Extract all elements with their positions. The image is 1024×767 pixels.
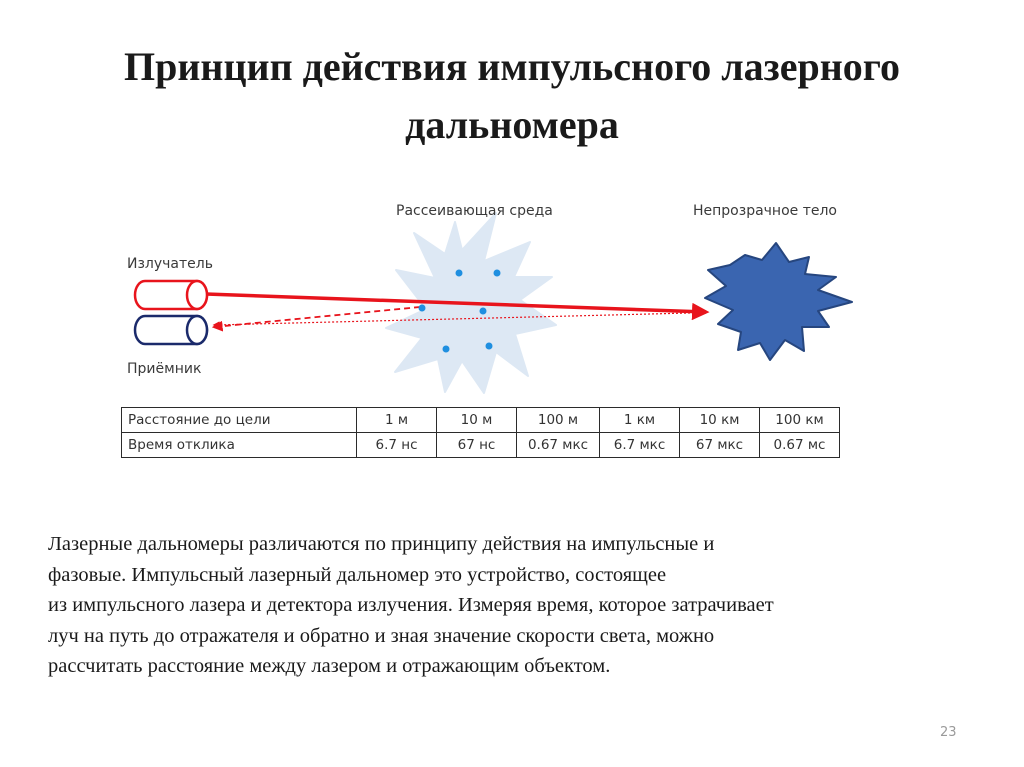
body-paragraph	[48, 529, 978, 682]
time-cell: 0.67 мкс	[517, 433, 600, 458]
distance-cell: 10 км	[680, 408, 760, 433]
time-cell: 6.7 нс	[357, 433, 437, 458]
body-line: рассчитать расстояние между лазером и отражающим объектом.	[48, 655, 611, 677]
scattering-medium-label: Рассеивающая среда	[396, 203, 553, 219]
distance-time-table	[121, 407, 840, 458]
table-row-response-time	[122, 433, 840, 458]
time-cell: 0.67 мс	[760, 433, 840, 458]
distance-cell: 100 км	[760, 408, 840, 433]
distance-row-label: Расстояние до цели	[122, 408, 357, 433]
opaque-body-burst-icon	[705, 243, 852, 360]
page-number: 23	[940, 725, 957, 740]
receiver-cylinder-icon	[135, 316, 207, 344]
scatter-particle	[480, 308, 487, 315]
receiver-label: Приёмник	[127, 361, 202, 377]
scatter-particle	[494, 270, 501, 277]
distance-cell: 1 м	[357, 408, 437, 433]
slide-title-line-1: Принцип действия импульсного лазерного	[124, 44, 900, 89]
time-cell: 67 нс	[437, 433, 517, 458]
time-cell: 6.7 мкс	[600, 433, 680, 458]
distance-cell: 1 км	[600, 408, 680, 433]
body-line: фазовые. Импульсный лазерный дальномер это устройство, состоящее	[48, 563, 667, 586]
opaque-body-label: Непрозрачное тело	[693, 203, 837, 219]
scatter-particle	[419, 305, 426, 312]
time-cell: 67 мкс	[680, 433, 760, 458]
body-line: луч на путь до отражателя и обратно и зная значение скорости света, можно	[48, 624, 715, 647]
emitter-label: Излучатель	[127, 256, 213, 272]
scatter-particle	[486, 343, 493, 350]
distance-cell: 100 м	[517, 408, 600, 433]
body-line: из импульсного лазера и детектора излучения. Измеряя время, которое затрачивает	[48, 594, 774, 616]
scatter-particle	[443, 346, 450, 353]
emitter-cylinder-icon	[135, 281, 207, 309]
scatter-particle	[456, 270, 463, 277]
slide-title-line-2: дальномера	[405, 102, 619, 147]
response-time-row-label: Время отклика	[122, 433, 357, 458]
body-line: Лазерные дальномеры различаются по принципу действия на импульсные и	[48, 533, 715, 555]
distance-cell: 10 м	[437, 408, 517, 433]
table-row-distance	[122, 408, 840, 433]
backscatter-beam-from-medium	[214, 307, 420, 327]
